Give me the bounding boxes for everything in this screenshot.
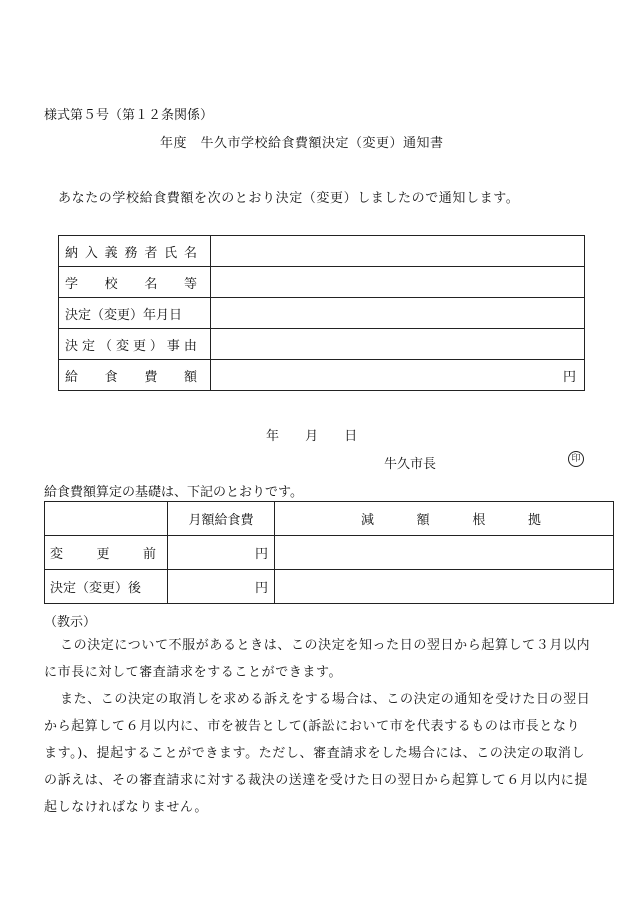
spread-label bbox=[65, 273, 197, 292]
label-char: 更 bbox=[96, 547, 110, 562]
label-char: 額 bbox=[183, 369, 197, 385]
label-char: 学 bbox=[65, 276, 79, 292]
instruction-paragraph-2: また、この決定の取消しを求める訴えをする場合は、この決定の通知を受けた日の翌日から起算して６月以内に、市を被告として(訴訟において市を代表するものは市長となります。)、提起することができます。ただし、審査請求をした場合には、この決定の取消しの訴えは、その審査請求に対する裁決の送達を受けた日の翌日から起算して６月以内に提起しなければなりません。 bbox=[44, 692, 591, 815]
payer-name-label bbox=[59, 236, 211, 267]
header-char: 拠 bbox=[527, 513, 541, 528]
document-title: 年度 牛久市学校給食費額決定（変更）通知書 bbox=[160, 136, 444, 151]
after-change-label: 決定（変更）後 bbox=[45, 570, 168, 604]
header-reduction-basis bbox=[275, 502, 614, 536]
label-char: 入 bbox=[84, 245, 98, 261]
label-char: 更 bbox=[132, 338, 146, 354]
label-char: 名 bbox=[183, 245, 197, 261]
table-row bbox=[45, 570, 614, 604]
school-name-field[interactable] bbox=[211, 267, 585, 298]
label-char: （ bbox=[98, 338, 112, 354]
label-char: 者 bbox=[144, 245, 158, 261]
table-row bbox=[59, 298, 585, 329]
spread-label bbox=[65, 242, 197, 261]
table-row bbox=[59, 267, 585, 298]
school-name-label bbox=[59, 267, 211, 298]
basis-note: 給食費額算定の基礎は、下記のとおりです。 bbox=[44, 485, 303, 500]
after-amount-field[interactable]: 円 bbox=[168, 570, 275, 604]
form-number: 様式第５号（第１２条関係） bbox=[44, 108, 214, 123]
header-blank bbox=[45, 502, 168, 536]
label-char: 義 bbox=[104, 245, 118, 261]
label-char: 費 bbox=[144, 369, 158, 385]
decision-reason-field[interactable] bbox=[211, 329, 585, 360]
decision-date-field[interactable] bbox=[211, 298, 585, 329]
decision-reason-label bbox=[59, 329, 211, 360]
table-header-row bbox=[45, 502, 614, 536]
label-char: 前 bbox=[142, 547, 156, 562]
before-basis-field[interactable] bbox=[275, 536, 614, 570]
decision-date-label: 決定（変更）年月日 bbox=[59, 298, 211, 329]
payer-name-field[interactable] bbox=[211, 236, 585, 267]
before-amount-field[interactable]: 円 bbox=[168, 536, 275, 570]
label-char: 納 bbox=[65, 245, 79, 261]
header-char: 根 bbox=[472, 513, 486, 528]
after-basis-field[interactable] bbox=[275, 570, 614, 604]
label-char: 食 bbox=[104, 369, 118, 385]
label-char: ） bbox=[149, 338, 163, 354]
label-char: 定 bbox=[81, 338, 95, 354]
before-change-label bbox=[45, 536, 168, 570]
label-char: 事 bbox=[166, 338, 180, 354]
meal-fee-field[interactable]: 円 bbox=[211, 360, 585, 391]
label-char: 等 bbox=[183, 276, 197, 292]
label-char: 務 bbox=[124, 245, 138, 261]
table-row bbox=[45, 536, 614, 570]
calc-table bbox=[44, 501, 614, 604]
instruction-heading: （教示） bbox=[44, 615, 97, 630]
info-table bbox=[58, 235, 585, 391]
seal-mark: 印 bbox=[568, 451, 584, 467]
table-row bbox=[59, 236, 585, 267]
date-line: 年 月 日 bbox=[266, 429, 358, 444]
spread-label bbox=[50, 543, 156, 562]
label-char: 名 bbox=[144, 276, 158, 292]
spread-header bbox=[361, 509, 541, 528]
label-char: 変 bbox=[115, 338, 129, 354]
meal-fee-label bbox=[59, 360, 211, 391]
label-char: 変 bbox=[50, 547, 64, 562]
header-monthly-fee: 月額給食費 bbox=[168, 502, 275, 536]
table-row bbox=[59, 329, 585, 360]
spread-label bbox=[65, 366, 197, 385]
instruction-paragraph-1: この決定について不服があるときは、この決定を知った日の翌日から起算して３月以内に市長に対して審査請求をすることができます。 bbox=[44, 638, 591, 680]
header-char: 減 bbox=[361, 513, 375, 528]
intro-text: あなたの学校給食費額を次のとおり決定（変更）しましたので通知します。 bbox=[58, 191, 520, 206]
label-char: 給 bbox=[65, 369, 79, 385]
label-char: 校 bbox=[104, 276, 118, 292]
mayor-signature: 牛久市長 bbox=[384, 457, 437, 472]
label-char: 氏 bbox=[164, 245, 178, 261]
spread-label bbox=[65, 335, 197, 354]
header-char: 額 bbox=[416, 513, 430, 528]
label-char: 由 bbox=[183, 338, 197, 354]
label-char: 決 bbox=[65, 338, 79, 354]
table-row bbox=[59, 360, 585, 391]
